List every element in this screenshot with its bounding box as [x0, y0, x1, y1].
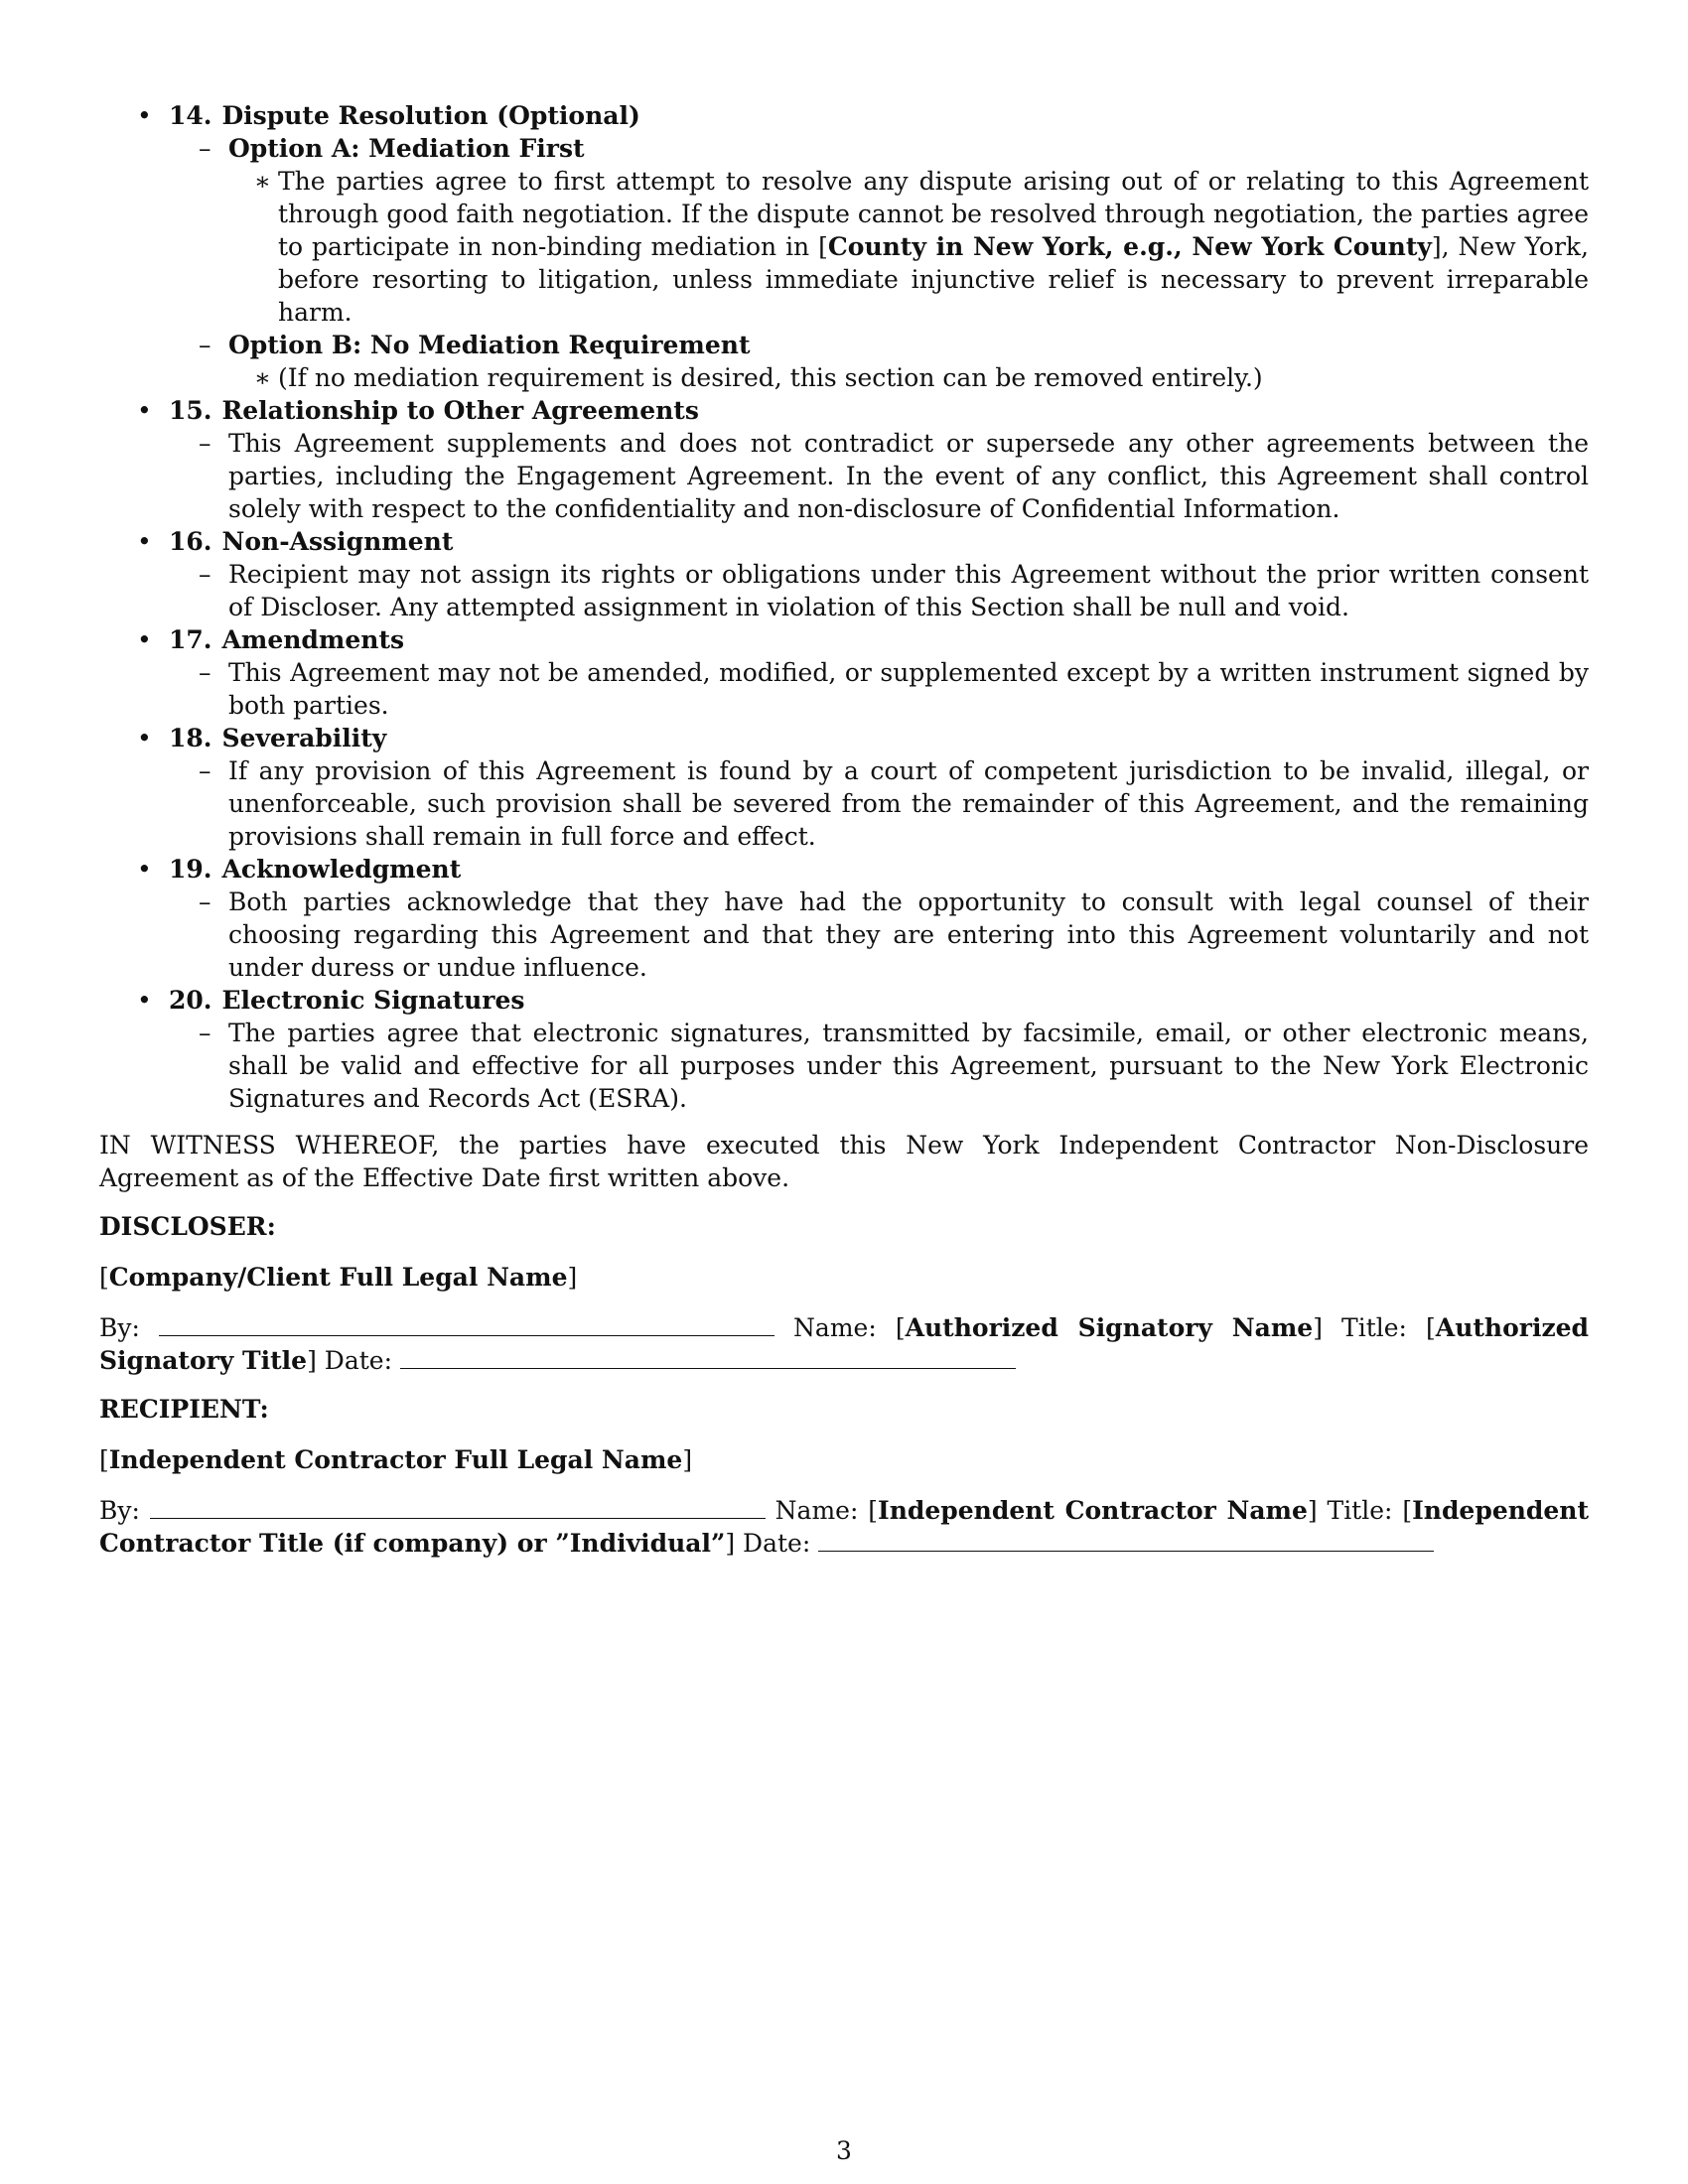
section-title: 15. Relationship to Other Agreements: [169, 396, 699, 425]
section-18: [99, 722, 1589, 853]
discloser-heading: DISCLOSER:: [99, 1212, 276, 1241]
section-title: 20. Electronic Signatures: [169, 986, 525, 1015]
option-title: Option A: Mediation First: [228, 134, 585, 163]
section-text: – If any provision of this Agreement is found by a court of competent jurisdiction to be invalid, illegal, or unenforceable, such provision shall be severed from the remainder of this Agreement, and the remaining provisions shall remain in full force and effect.: [199, 756, 1589, 851]
option-b-text: ∗ (If no mediation requirement is desired, this section can be removed entirely.): [254, 363, 1263, 392]
dash-icon: –: [199, 658, 211, 687]
witness-clause: IN WITNESS WHEREOF, the parties have executed this New York Independent Contractor Non-Disclosure Agreement as of the Effective Date first written above.: [99, 1131, 1589, 1192]
discloser-date-field[interactable]: [400, 1346, 1016, 1369]
recipient-signature-field[interactable]: [150, 1496, 766, 1519]
dash-icon: –: [199, 560, 211, 589]
section-title: 17. Amendments: [169, 625, 405, 654]
bullet-icon: •: [137, 396, 152, 425]
bullet-icon: •: [137, 855, 152, 884]
asterisk-icon: ∗: [254, 167, 271, 196]
section-title: 14. Dispute Resolution (Optional): [169, 101, 640, 130]
county-placeholder: County in New York, e.g., New York County: [827, 232, 1432, 261]
option-b: [169, 329, 1589, 394]
option-a-text: ∗ The parties agree to first attempt to resolve any dispute arising out of or relating to this Agreement through good faith negotiation. If the dispute cannot be resolved through negotiation, the parties agree to participate in non-binding mediation in [County in New York, e.g., New York County], New York, before resorting to litigation, unless immediate injunctive relief is necessary to prevent irreparable harm.: [254, 167, 1590, 327]
section-text: – Recipient may not assign its rights or obligations under this Agreement without the prior written consent of Discloser. Any attempted assignment in violation of this Section shall be null and void.: [199, 560, 1589, 621]
section-text: – The parties agree that electronic signatures, transmitted by facsimile, email, or other electronic means, shall be valid and effective for all purposes under this Agreement, pursuant to the New York Electronic Signatures and Records Act (ESRA).: [199, 1019, 1589, 1113]
dash-icon: –: [199, 756, 211, 785]
option-title: Option B: No Mediation Requirement: [228, 331, 751, 359]
bullet-icon: •: [137, 527, 152, 556]
recipient-signature-line: By: Name: [Independent Contractor Name] Title: [Independent Contractor Title (if company) or ”Individual”] Date:: [99, 1496, 1590, 1558]
section-list: [99, 99, 1589, 1115]
section-title: 18. Severability: [169, 724, 387, 752]
section-17: [99, 623, 1589, 722]
asterisk-icon: ∗: [254, 363, 271, 392]
section-title: 16. Non-Assignment: [169, 527, 454, 556]
dash-icon: –: [199, 134, 211, 163]
recipient-date-field[interactable]: [818, 1529, 1434, 1552]
bullet-icon: •: [137, 101, 152, 130]
bullet-icon: •: [137, 625, 152, 654]
recipient-heading: RECIPIENT:: [99, 1395, 269, 1424]
section-19: [99, 853, 1589, 984]
section-text: – This Agreement supplements and does not contradict or supersede any other agreements between the parties, including the Engagement Agreement. In the event of any conflict, this Agreement shall control solely with respect to the confidentiality and non-disclosure of Confidential Information.: [199, 429, 1589, 523]
option-a: [169, 132, 1589, 329]
bullet-icon: •: [137, 724, 152, 752]
section-15: [99, 394, 1589, 525]
section-title: 19. Acknowledgment: [169, 855, 462, 884]
discloser-signature-field[interactable]: [159, 1313, 774, 1336]
section-14: [99, 99, 1589, 394]
dash-icon: –: [199, 1019, 211, 1047]
dash-icon: –: [199, 429, 211, 458]
discloser-signature-line: By: Name: [Authorized Signatory Name] Title: [Authorized Signatory Title] Date:: [99, 1313, 1590, 1375]
section-16: [99, 525, 1589, 623]
section-text: – Both parties acknowledge that they have had the opportunity to consult with legal counsel of their choosing regarding this Agreement and that they are entering into this Agreement voluntarily and not under duress or undue influence.: [199, 887, 1589, 982]
dash-icon: –: [199, 331, 211, 359]
section-20: [99, 984, 1589, 1115]
recipient-party-name: [Independent Contractor Full Legal Name]: [99, 1445, 693, 1474]
section-text: – This Agreement may not be amended, modified, or supplemented except by a written instrument signed by both parties.: [199, 658, 1589, 720]
page-number: 3: [836, 2136, 852, 2165]
discloser-party-name: [Company/Client Full Legal Name]: [99, 1263, 578, 1292]
document-page: [99, 99, 1589, 1560]
bullet-icon: •: [137, 986, 152, 1015]
dash-icon: –: [199, 887, 211, 916]
